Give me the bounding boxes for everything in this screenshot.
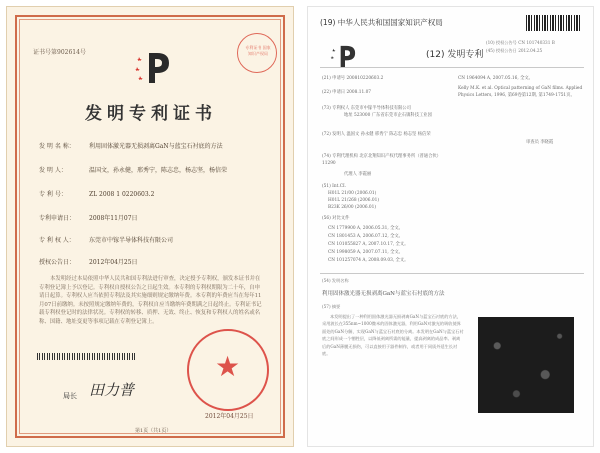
page-indicator: 第1页（共1页） bbox=[135, 428, 172, 434]
pub-field: Kelly M.K. et al. Optical patterning of GaN films. Applied Physics Letters, 1996, 第69卷第12期, 第1749-1751页。 bbox=[458, 86, 583, 98]
publication-barcode-icon bbox=[526, 15, 582, 31]
pub-field: (73) 专利权人 东莞市中镓半导体科技有限公司 bbox=[322, 106, 411, 111]
pub-field: CN 1779900 A, 2006.05.31, 全文。 bbox=[328, 226, 403, 231]
pub-field: (56) 对比文件 bbox=[322, 216, 350, 221]
field-invention-name: 发 明 名 称： 利用固体激光器无损剥离GaN与蓝宝石衬底的方法 bbox=[39, 143, 223, 150]
publication-office-header: (19) 中华人民共和国国家知识产权局 bbox=[320, 18, 443, 27]
certificate-number: 证书号第902614号 bbox=[33, 49, 86, 56]
pub-field: (21) 申请号 200810220603.2 bbox=[322, 76, 384, 81]
pub-field: CN 1964094 A, 2007.05.16, 全文。 bbox=[458, 76, 533, 81]
field-inventors: 发 明 人： 温国文，孙永健，邢秀宁，陈志忠，杨志坚，杨信荣 bbox=[39, 167, 228, 174]
invention-title: 利用固体激光器无损剥离GaN与蓝宝石衬底的方法 bbox=[322, 291, 445, 297]
official-seal-icon bbox=[187, 329, 269, 411]
field-patent-number: 专 利 号： ZL 2008 1 0220603.2 bbox=[39, 191, 155, 198]
pub-field: (22) 申请日 2008.11.07 bbox=[322, 90, 372, 95]
grant-publication-date: (45) 授权公告日 2012.04.25 bbox=[486, 48, 543, 53]
field-application-date: 专利申请日： 2008年11月07日 bbox=[39, 215, 138, 222]
header-rule bbox=[320, 67, 584, 68]
pub-field: B23K 26/00 (2006.01) bbox=[328, 205, 377, 210]
section-rule bbox=[320, 273, 584, 274]
cnipa-logo-icon bbox=[135, 49, 175, 85]
seal-date: 2012年04月25日 bbox=[205, 413, 254, 420]
pub-field: 地址 523000 广东省东莞市企石镇科技工业园 bbox=[344, 113, 432, 118]
pub-field: (51) Int.CI. bbox=[322, 184, 347, 189]
certificate-body-text: 本发明经过本局依照中华人民共和国专利法进行审查，决定授予专利权，颁发本证书并在专利登记簿上予以登记。专利权自授权公告之日起生效。本专利的专利权期限为二十年，自申请日起算。专利权人应当依照专利法及其实施细则规定缴纳年费。本专利的年费应当在每年11月07日前缴纳。未按照规定缴纳年费的，专利权自应当缴纳年费期满之日起终止。专利证书记载专利权登记时的法律状况。专利权的转移、质押、无效、终止、恢复和专利权人的姓名或名称、国籍、地址变更等事项记载在专利登记簿上。 bbox=[39, 276, 262, 325]
publication-type: (12) 发明专利 bbox=[426, 50, 484, 60]
pub-field: CN 1998059 A, 2007.07.11, 全文。 bbox=[328, 250, 403, 255]
pub-field: CN 101055827 A, 2007.10.17, 全文。 bbox=[328, 242, 409, 247]
pub-field: (72) 发明人 温国文 孙永健 邢秀宁 陈志忠 杨志坚 杨信荣 bbox=[322, 132, 431, 137]
patent-publication bbox=[307, 6, 594, 447]
small-stamp-text: 专利证书 国家知识产权局 bbox=[245, 45, 271, 56]
certificate-barcode-icon bbox=[37, 353, 137, 360]
cnipa-small-logo-icon bbox=[330, 43, 360, 69]
pub-field: H01L 21/268 (2006.01) bbox=[328, 198, 380, 203]
field-grant-date: 授权公告日： 2012年04月25日 bbox=[39, 259, 138, 266]
abstract-text: 本发明提出了一种利用固体激光器无损剥离GaN与蓝宝石衬底的方法，采用波长在355nm~1000微米的固体激光器，利用GaN对激光的吸收使界面处的GaN分解，实现GaN与蓝宝石衬底的分离。本发明在GaN与蓝宝石衬底之间形成一个牺牲层，以降低剥离所需的能量，提高剥离的成品率。剥离后的GaN薄膜无损伤，可以直接用于器件制作，或者用于同质外延生长衬底。 bbox=[322, 314, 464, 357]
examiner: 审查员 李晓霞 bbox=[526, 140, 554, 145]
pub-field: H01L 21/00 (2006.01) bbox=[328, 191, 377, 196]
pub-field: (74) 专利代理机构 北京北翔知识产权代理事务所（普通合伙） 11290 bbox=[322, 154, 441, 166]
field-patentee: 专 利 权 人： 东莞市中镓半导体科技有限公司 bbox=[39, 237, 174, 244]
pub-field: 代理人 李霞丽 bbox=[344, 172, 372, 177]
seal-star-icon: ★ bbox=[215, 350, 241, 383]
pub-field: CN 101257074 A, 2008.09.03, 全文。 bbox=[328, 258, 409, 263]
abstract-label: (57) 摘要 bbox=[322, 304, 341, 309]
grant-publication-number: (10) 授权公告号 CN 101740331 B bbox=[486, 40, 555, 45]
small-red-stamp-icon bbox=[237, 33, 277, 73]
certificate-title: 发明专利证书 bbox=[85, 104, 217, 124]
director-label: 局长 bbox=[63, 392, 77, 400]
title-label: (54) 发明名称 bbox=[322, 278, 349, 283]
patent-certificate bbox=[6, 6, 294, 447]
micrograph-figure bbox=[478, 317, 574, 413]
director-signature: 田力普 bbox=[89, 381, 135, 399]
pub-field: CN 1801453 A, 2006.07.12, 全文。 bbox=[328, 234, 403, 239]
